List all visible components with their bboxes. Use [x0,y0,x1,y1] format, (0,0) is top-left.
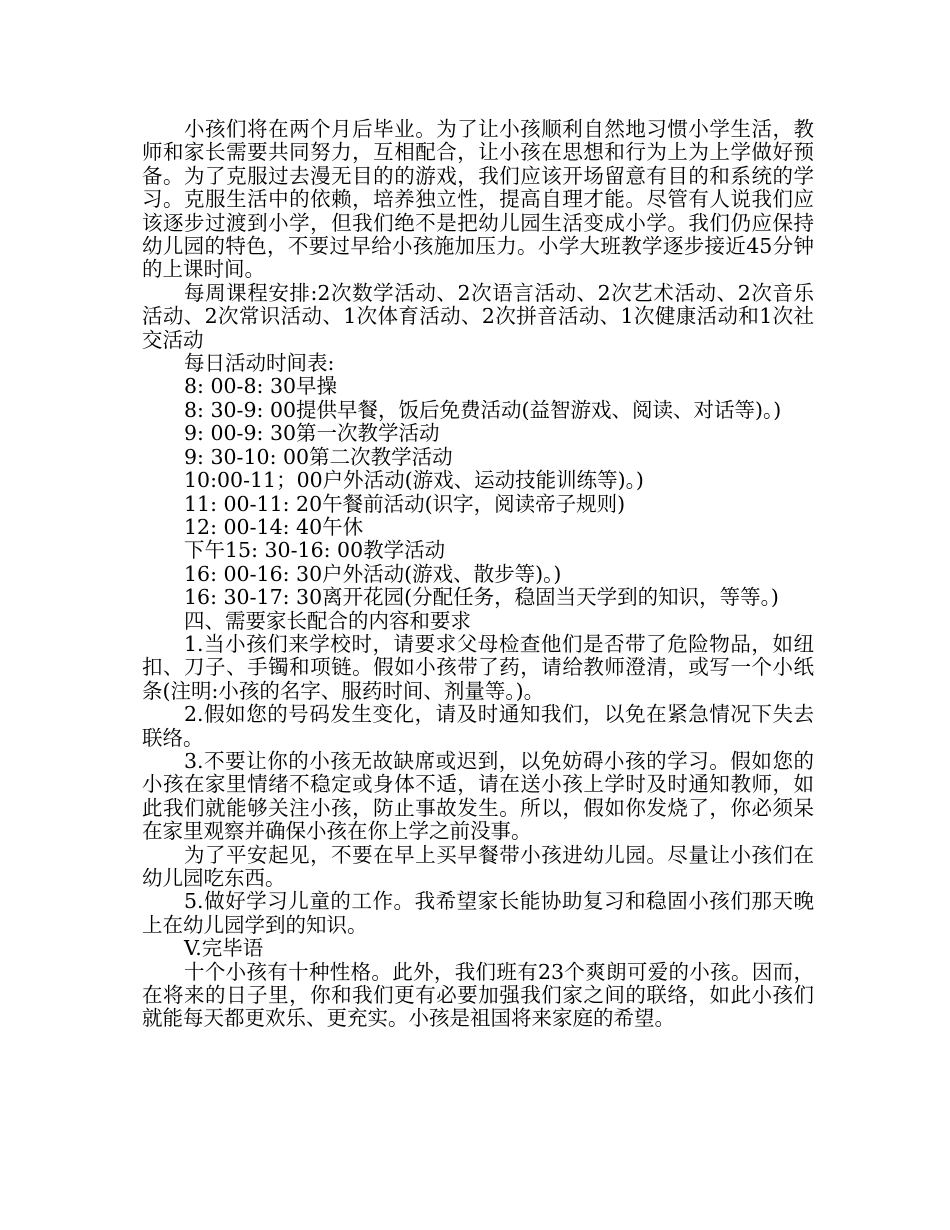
schedule-item: 16: 30-17: 30离开花园(分配任务，稳固当天学到的知识，等等。) [184,585,779,610]
schedule-item: 8: 30-9: 00提供早餐，饭后免费活动(益智游戏、阅读、对话等)。) [184,397,782,422]
daily-schedule-heading: 每日活动时间表: [184,351,335,376]
document-page [142,118,814,1031]
schedule-item: 10:00-11；00户外活动(游戏、运动技能训练等)。) [184,468,644,493]
schedule-item: 8: 00-8: 30早操 [184,374,338,399]
schedule-item: 12: 00-14: 40午休 [184,514,364,539]
intro-paragraph: 小孩们将在两个月后毕业。为了让小孩顺利自然地习惯小学生活，教师和家长需要共同努力，互相配合，让小孩在思想和行为上为上学做好预备。为了克服过去漫无目的的游戏，我们应该开场留意有目的和系统的学习。克服生活中的依赖，培养独立性，提高自理才能。尽管有人说我们应该逐步过渡到小学，但我们绝不是把幼儿园生活变成小学。我们仍应保持幼儿园的特色，不要过早给小孩施加压力。小学大班教学逐步接近45分钟的上课时间。 [142,117,814,282]
section-heading-closing: V.完毕语 [184,936,264,961]
requirement-item: 5.做好学习儿童的工作。我希望家长能协助复习和稳固小孩们那天晚上在幼儿园学到的知识。 [142,889,814,937]
schedule-item: 16: 00-16: 30户外活动(游戏、散步等)。) [184,561,562,586]
requirement-item: 为了平安起见，不要在早上买早餐带小孩进幼儿园。尽量让小孩们在幼儿园吃东西。 [142,842,814,890]
schedule-item: 9: 00-9: 30第一次教学活动 [184,421,440,446]
requirement-item: 2.假如您的号码发生变化，请及时通知我们，以免在紧急情况下失去联络。 [142,702,814,750]
requirement-item: 3.不要让你的小孩无故缺席或迟到，以免妨碍小孩的学习。假如您的小孩在家里情绪不稳定或身体不适，请在送小孩上学时及时通知教师，如此我们就能够关注小孩，防止事故发生。所以，假如你发烧了，你必须呆在家里观察并确保小孩在你上学之前没事。 [142,748,814,844]
schedule-item: 11: 00-11: 20午餐前活动(识字，阅读帝子规则) [184,491,626,516]
schedule-item: 下午15: 30-16: 00教学活动 [184,538,446,563]
closing-paragraph: 十个小孩有十种性格。此外，我们班有23个爽朗可爱的小孩。因而，在将来的日子里，你和我们更有必要加强我们家之间的联络，如此小孩们就能每天都更欢乐、更充实。小孩是祖国将来家庭的希望。 [142,959,814,1031]
weekly-schedule-paragraph: 每周课程安排:2次数学活动、2次语言活动、2次艺术活动、2次音乐活动、2次常识活动、1次体育活动、2次拼音活动、1次健康活动和1次社交活动 [142,280,814,352]
schedule-item: 9: 30-10: 00第二次教学活动 [184,444,453,469]
requirement-item: 1.当小孩们来学校时，请要求父母检查他们是否带了危险物品，如纽扣、刀子、手镯和项链。假如小孩带了药，请给教师澄清，或写一个小纸条(注明:小孩的名字、服药时间、剂量等。)。 [142,631,814,703]
section-heading-parent-requirements: 四、需要家长配合的内容和要求 [184,608,471,633]
